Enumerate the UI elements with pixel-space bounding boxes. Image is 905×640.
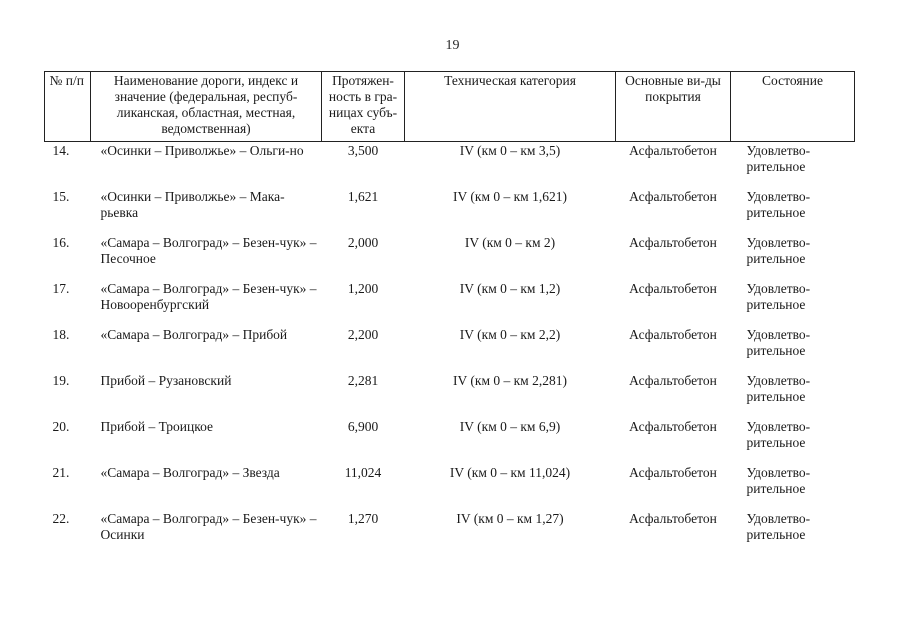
- table-body: [45, 142, 855, 558]
- row-num: 19.: [52, 373, 70, 388]
- table-row: [45, 235, 855, 281]
- table-row: [45, 373, 855, 419]
- row-num: 18.: [52, 327, 70, 342]
- row-state: Удовлетво-рительное: [746, 189, 811, 220]
- row-category: IV (км 0 – км 2): [464, 235, 556, 250]
- row-category: IV (км 0 – км 2,2): [459, 327, 561, 342]
- row-num: 14.: [52, 143, 70, 158]
- row-length: 2,281: [347, 373, 379, 388]
- row-category: IV (км 0 – км 11,024): [449, 465, 571, 480]
- table-row: [45, 327, 855, 373]
- row-name: Прибой – Троицкое: [100, 419, 214, 434]
- row-name: «Самара – Волгоград» – Звезда: [100, 465, 280, 480]
- header-length: Протяжен-ность в гра-ницах субъ-екта: [322, 72, 405, 142]
- roads-table: [44, 71, 855, 557]
- row-num: 15.: [52, 189, 70, 204]
- row-category: IV (км 0 – км 1,621): [453, 189, 567, 204]
- row-state: Удовлетво-рительное: [746, 465, 811, 496]
- table-header: [45, 72, 855, 142]
- table-row: [45, 465, 855, 511]
- row-category: IV (км 0 – км 6,9): [459, 419, 561, 434]
- row-name: «Самара – Волгоград» – Безен-чук» – Новооренбургский: [100, 281, 317, 312]
- row-category: IV (км 0 – км 1,27): [456, 511, 564, 526]
- row-state: Удовлетво-рительное: [746, 511, 811, 542]
- row-category: IV (км 0 – км 3,5): [459, 143, 561, 158]
- row-length: 1,621: [347, 189, 379, 204]
- table-row: [45, 419, 855, 465]
- row-state: Удовлетво-рительное: [746, 419, 811, 450]
- row-num: 20.: [52, 419, 70, 434]
- row-name: Прибой – Рузановский: [100, 373, 232, 388]
- row-length: 1,270: [347, 511, 379, 526]
- row-coverage: Асфальтобетон: [629, 373, 717, 388]
- row-coverage: Асфальтобетон: [629, 281, 717, 296]
- row-length: 6,900: [347, 419, 379, 434]
- table-row: [45, 189, 855, 235]
- row-coverage: Асфальтобетон: [629, 465, 717, 480]
- row-coverage: Асфальтобетон: [629, 235, 717, 250]
- header-row: [45, 72, 855, 142]
- row-coverage: Асфальтобетон: [629, 511, 717, 526]
- header-name: Наименование дороги, индекс и значение (федеральная, респуб-ликанская, областная, местная, ведомственная): [91, 72, 322, 142]
- row-name: «Осинки – Приволжье» – Мака-рьевка: [100, 189, 285, 220]
- row-state: Удовлетво-рительное: [746, 235, 811, 266]
- table-row: [45, 511, 855, 557]
- row-category: IV (км 0 – км 2,281): [453, 373, 567, 388]
- row-num: 17.: [52, 281, 70, 296]
- page-number: 19: [445, 38, 460, 53]
- row-category: IV (км 0 – км 1,2): [459, 281, 561, 296]
- table-row: [45, 281, 855, 327]
- row-length: 3,500: [347, 143, 379, 158]
- table-row: [45, 142, 855, 190]
- row-name: «Самара – Волгоград» – Безен-чук» – Осинки: [100, 511, 317, 542]
- row-num: 22.: [52, 511, 70, 526]
- row-length: 2,000: [347, 235, 379, 250]
- row-name: «Самара – Волгоград» – Прибой: [100, 327, 288, 342]
- row-state: Удовлетво-рительное: [746, 327, 811, 358]
- row-name: «Осинки – Приволжье» – Ольги-но: [100, 143, 304, 158]
- header-category: Техническая категория: [405, 72, 616, 142]
- row-name: «Самара – Волгоград» – Безен-чук» – Песочное: [100, 235, 317, 266]
- row-state: Удовлетво-рительное: [746, 281, 811, 312]
- row-length: 2,200: [347, 327, 379, 342]
- header-coverage: Основные ви-ды покрытия: [616, 72, 731, 142]
- header-num: № п/п: [45, 72, 91, 142]
- row-num: 21.: [52, 465, 70, 480]
- row-state: Удовлетво-рительное: [746, 143, 811, 174]
- row-coverage: Асфальтобетон: [629, 143, 717, 158]
- row-num: 16.: [52, 235, 70, 250]
- row-state: Удовлетво-рительное: [746, 373, 811, 404]
- row-coverage: Асфальтобетон: [629, 189, 717, 204]
- header-state: Состояние: [731, 72, 855, 142]
- row-coverage: Асфальтобетон: [629, 419, 717, 434]
- row-length: 1,200: [347, 281, 379, 296]
- row-coverage: Асфальтобетон: [629, 327, 717, 342]
- row-length: 11,024: [344, 465, 382, 480]
